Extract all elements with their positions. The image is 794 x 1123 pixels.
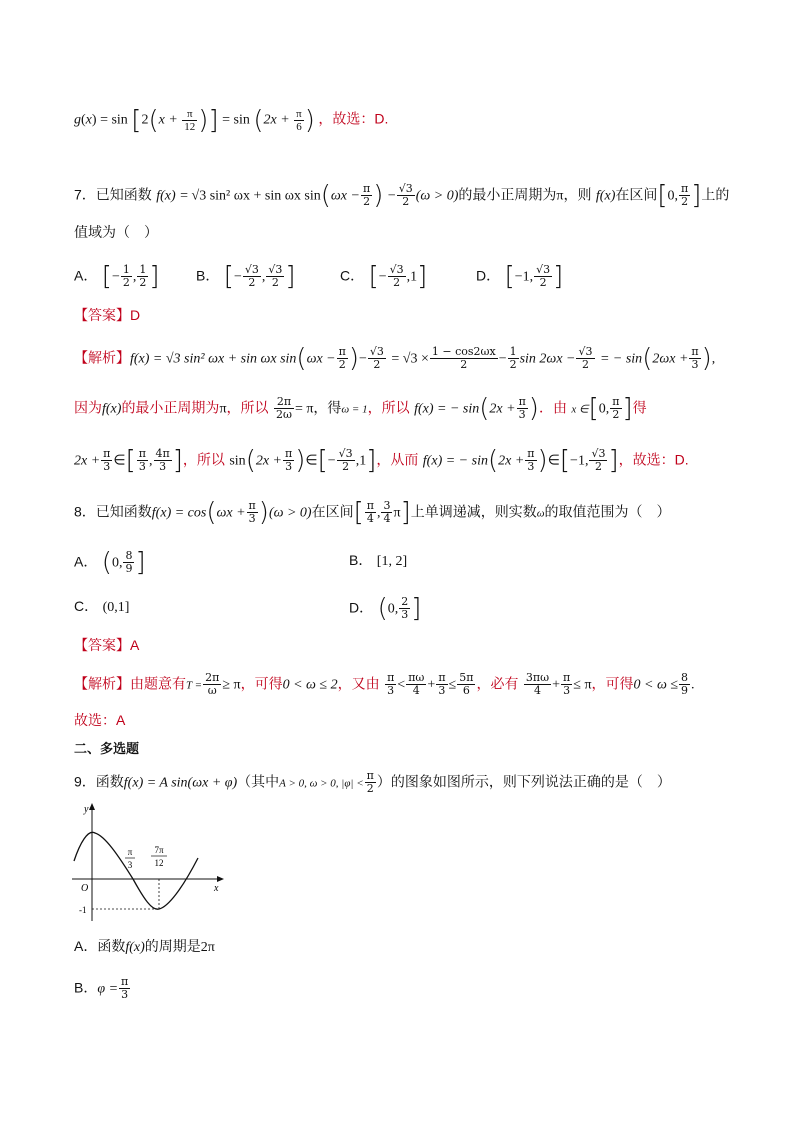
q9-stem: 9．函数f(x) = A sin(ωx + φ)（其中A > 0, ω > 0, |φ| < $\frac{\pi}{2}$ ）的图象如图所示，则下列说法正确的是（ ） <box>74 769 671 795</box>
fraction: $\frac{\pi}{6}$ <box>296 108 302 133</box>
g-symbol: g <box>74 112 81 128</box>
sine-curve <box>74 832 198 909</box>
q8-option-d[interactable]: D． (0, $\frac{2}{3}$ ] <box>349 593 422 624</box>
q7-stem: 7．已知函数 f(x) = √3 sin² ωx + sin ωx sin(ωx − $\frac{\pi}{2}$ ) − $\frac{√3}{2}$ (ω > 0)的最小正周期为π，则 f(x)在区间[0, $\frac{\pi}{2}$ ]上的 <box>74 180 730 211</box>
q8-option-b[interactable]: B． [1, 2] <box>349 552 408 569</box>
q8-stem: 8．已知函数f(x) = cos(ωx + $\frac{\pi}{3}$ )(ω > 0)在区间[ $\frac{\pi}{4}$ , $\frac{3}{4}$ π]上单调递减，则实数ω的取值范围为（ ） <box>74 497 671 528</box>
choose-d-text: ，故选：D. <box>318 110 389 127</box>
min-value-label: -1 <box>79 905 87 915</box>
q8-answer: 【答案】A <box>74 637 140 653</box>
q8-conclusion: 故选：A <box>74 712 126 728</box>
q7-option-a[interactable]: A． [− $\frac{1}{2}$ , $\frac{1}{2}$ ] <box>74 261 160 292</box>
g-definition-line: g(x) = sin [2(x + $\frac{\pi}{12}$ )] = sin (2x + $\frac{\pi}{6}$ ) ，故选：D. <box>74 105 389 136</box>
answer-value: D <box>130 307 141 323</box>
q7-answer <box>74 305 140 325</box>
x-axis-label: x <box>214 883 219 894</box>
tick-label-pi-over-3-den: 3 <box>127 860 133 870</box>
q8-option-a[interactable]: A． (0, $\frac{8}{9}$ ] <box>74 547 146 578</box>
q9-option-a[interactable]: A．函数f(x)的周期是2π <box>74 938 215 955</box>
y-axis-label: y <box>84 804 89 815</box>
q9-function-graph <box>70 803 230 928</box>
tick-label-7pi-over-12-num: 7π <box>154 845 164 855</box>
q8-option-c[interactable]: C． (0,1] <box>74 598 130 615</box>
q7-option-c[interactable]: C． [− $\frac{√3}{2}$ ,1] <box>340 261 428 292</box>
x-axis <box>72 876 224 882</box>
tick-label-7pi-over-12-den: 12 <box>154 858 164 868</box>
q7-analysis-line3: 2x + $\frac{\pi}{3}$ ∈[ $\frac{\pi}{3}$ , $\frac{4\pi}{3}$ ]，所以 sin(2x + $\frac{\pi}{3}$ )∈[− $\frac{√3}{2}$ ,1]，从而 f(x) = − sin(2x + $\frac{\pi}{3}$ )∈[−1, $\frac{√3}{2}$ ]，故选：D. <box>74 445 689 476</box>
y-axis <box>89 803 95 921</box>
q7-option-d[interactable]: D． [−1, $\frac{√3}{2}$ ] <box>476 261 564 292</box>
q8-analysis: 【解析】由题意有T = $\frac{2\pi}{\omega}$ ≥ π，可得0 < ω ≤ 2，又由 $\frac{\pi}{3}$ < $\frac{\pi\omega}{4}$ + $\frac{\pi}{3}$ ≤ $\frac{5\pi}{6}$ ，必有 $\frac{3\pi\omega}{4}$ + $\frac{\pi}{3}$ ≤ π，可得0 < ω ≤ $\frac{8}{9}$ . <box>74 671 695 697</box>
analysis-label: 【解析】 <box>74 349 130 366</box>
fraction: $\frac{\pi}{12}$ <box>184 108 196 133</box>
answer-label: 【答案】 <box>74 307 130 323</box>
section-heading-multiple-choice: 二、多选题 <box>74 741 140 756</box>
q7-option-b[interactable]: B． [− $\frac{√3}{2}$ , $\frac{√3}{2}$ ] <box>196 261 296 292</box>
q9-option-b[interactable]: B．φ = $\frac{\pi}{3}$ <box>74 975 129 1001</box>
q7-analysis-line2: 因为f(x)的最小正周期为π，所以 $\frac{2\pi}{2\omega}$ = π，得ω = 1，所以 f(x) = − sin(2x + $\frac{\pi}{3}$ )．由 x ∈[0, $\frac{\pi}{2}$ ]得 <box>74 393 647 424</box>
tick-label-pi-over-3-num: π <box>127 847 133 857</box>
q7-stem-line2: 值域为（ ） <box>74 224 158 240</box>
q7-analysis-line1: 【解析】f(x) = √3 sin² ωx + sin ωx sin(ωx − $\frac{\pi}{2}$ )− $\frac{√3}{2}$ = √3 × $\frac{1 - \cos 2\omega x}{2}$ − $\frac{1}{2}$ sin 2ωx − $\frac{√3}{2}$ = − sin(2ωx + $\frac{\pi}{3}$ ), <box>74 343 716 374</box>
origin-label: O <box>81 883 89 894</box>
